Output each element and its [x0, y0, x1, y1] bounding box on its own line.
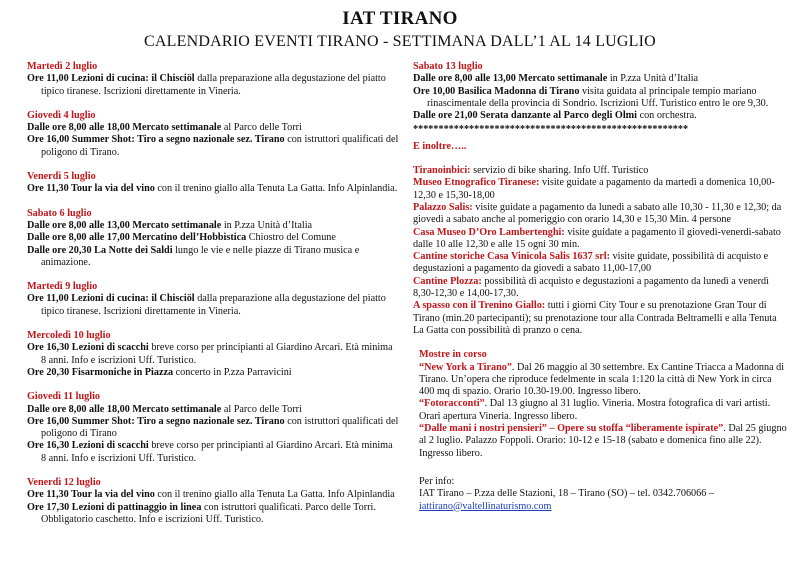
day-block: [27, 171, 399, 196]
event-item: [27, 293, 399, 318]
info-list: [413, 165, 788, 337]
info-item: [413, 165, 788, 177]
event-item: [27, 220, 399, 232]
event-title: Dalle ore 8,00 alle 18,00 Mercato settimanale: [27, 122, 222, 134]
info-item-description: servizio di bike sharing. Info Uff. Turistico: [470, 165, 649, 177]
day-block: [27, 110, 399, 159]
day-heading: Sabato 13 luglio: [413, 61, 483, 72]
event-description: con istruttori qualificati del poligono di Tirano.: [41, 134, 399, 158]
info-item-description: visite guidate a pagamento il giovedì-venerdì-sabato dalle 10 alle 12,30 e alle 15 ogni 30 min.: [413, 226, 781, 250]
event-title: Dalle ore 20,30 La Notte dei Saldi: [27, 244, 173, 256]
info-item-title: Palazzo Salis:: [413, 201, 473, 213]
day-heading: Giovedì 4 luglio: [27, 109, 96, 121]
exhibition-description: . Dal 26 maggio al 30 settembre. Ex Cantine Triacca a Madonna di Tirano. Un’opera che riproduce fedelmente in scala 1:120 la città di New York in circa 400 mq di spazio. Orario 10.30-19.00. Ingresso libero.: [419, 361, 785, 398]
inoltre-heading: E inoltre…..: [413, 140, 467, 152]
event-item: [27, 342, 399, 367]
event-description: con orchestra.: [637, 110, 697, 122]
day-heading: Giovedì 11 luglio: [27, 391, 101, 403]
event-description: visita guidata al principale tempio mariano rinascimentale della provincia di Sondrio. Iscrizioni Uff. Turistico entro le ore 9,30.: [427, 85, 769, 109]
day-heading: Venerdì 5 luglio: [27, 171, 96, 183]
info-item: [413, 251, 788, 276]
event-description: al Parco delle Torri: [221, 122, 302, 134]
contact-label: Per info:: [419, 475, 455, 487]
event-title: Ore 16,30 Lezioni di scacchi: [27, 342, 149, 354]
event-item: [413, 73, 788, 85]
event-item: [27, 134, 399, 159]
event-description: con il trenino giallo alla Tenuta La Gatta. Info Alpinlandia: [154, 489, 395, 501]
info-item-title: Cantine Plozza:: [413, 275, 482, 287]
event-description: in P.zza Unità d’Italia: [607, 73, 699, 85]
event-title: Ore 20,30 Fisarmoniche in Piazza: [27, 366, 174, 378]
exhibition-item: [419, 362, 788, 399]
day-block: [27, 330, 399, 379]
info-item: [413, 227, 788, 252]
document-subtitle: CALENDARIO EVENTI TIRANO - SETTIMANA DALL’1 AL 14 LUGLIO: [144, 33, 656, 50]
event-item: [27, 245, 399, 270]
info-item-description: visite guidate a pagamento da martedì a domenica 10,00-12,30 e 15,30-18,00: [413, 177, 775, 201]
event-title: Dalle ore 21,00 Serata danzante al Parco degli Olmi: [413, 110, 638, 122]
info-item-description: tutti i giorni City Tour e su prenotazione Gran Tour di Tirano (min.20 partecipanti); su prenotazione tour alla Contrada Beltramelli e alla Tenuta La Gatta con possibilità di pranzo o cena.: [413, 300, 777, 336]
event-item: [27, 404, 399, 416]
exhibition-description: . Dal 25 giugno al 2 luglio. Palazzo Foppoli. Orario: 10-12 e 15-18 (sabato e domenica fino alle 22). Ingresso libero.: [419, 423, 787, 459]
event-title: Ore 11,30 Tour la via del vino: [27, 489, 155, 501]
event-item: [27, 502, 399, 527]
day-heading: Venerdì 12 luglio: [27, 477, 101, 489]
exhibition-item: [419, 423, 788, 460]
event-description: in P.zza Unità d’Italia: [221, 219, 313, 231]
event-item: [27, 489, 399, 501]
event-title: Ore 17,30 Lezioni di pattinaggio in linea: [27, 501, 202, 513]
info-item: [413, 177, 788, 202]
info-item-description: visite guidate a pagamento da lunedì a sabato alle 10,30 - 11,30 e 12,30; da giovedì a sabato anche al pomeriggio con orario 14,30 e 15,30 Min. 4 persone: [413, 201, 782, 226]
exhibition-description: . Dal 13 giugno al 31 luglio. Vineria. Mostra fotografica di vari artisti. Orari apertura Vineria. Ingresso libero.: [419, 398, 771, 422]
event-item: [27, 232, 399, 244]
event-title: Dalle ore 8,00 alle 13,00 Mercato settimanale: [413, 73, 608, 85]
left-column-events: [27, 61, 399, 538]
info-item-description: visite guidate, possibilità di acquisto e degustazioni a pagamento da giovedì a sabato 11,00-17,00: [413, 251, 769, 275]
exhibition-title: “Fotoracconti”: [419, 398, 485, 410]
event-title: Ore 11,00 Lezioni di cucina: il Chisciöl: [27, 73, 195, 85]
day-heading: Martedì 9 luglio: [27, 281, 98, 293]
event-item: [27, 73, 399, 98]
event-description: breve corso per principianti al Giardino Arcari. Età minima 8 anni. Info e iscrizioni Uff. Turistico.: [41, 440, 393, 464]
mostre-heading: Mostre in corso: [419, 349, 487, 361]
event-description: Chiostro del Comune: [246, 232, 336, 244]
contact-info: [413, 476, 788, 513]
info-item-title: Cantine storiche Casa Vinicola Salis 1637 srl:: [413, 251, 610, 263]
event-title: Dalle ore 8,00 alle 13,00 Mercato settimanale: [27, 219, 222, 231]
event-item: [27, 367, 399, 379]
event-description: breve corso per principianti al Giardino Arcari. Età minima 8 anni. Info e iscrizioni Uff. Turistico.: [41, 342, 393, 366]
day-block: [27, 208, 399, 269]
event-item: [27, 183, 399, 195]
info-item: [413, 300, 788, 337]
event-title: Dalle ore 8,00 alle 17,00 Mercatino dell’Hobbistica: [27, 232, 247, 244]
info-item-title: A spasso con il Trenino Giallo:: [413, 300, 546, 312]
event-title: Ore 10,00 Basilica Madonna di Tirano: [413, 85, 580, 97]
right-column: [413, 61, 788, 513]
info-item-title: Tiranoinbici:: [413, 165, 471, 177]
event-item: [413, 110, 788, 122]
contact-email-link[interactable]: iattirano@valtellinaturismo.com: [419, 500, 552, 512]
event-title: Ore 16,00 Summer Shot: Tiro a segno nazionale sez. Tirano: [27, 134, 285, 146]
separator-stars: ******************************************************: [413, 124, 689, 136]
event-item: [27, 440, 399, 465]
event-title: Dalle ore 8,00 alle 18,00 Mercato settimanale: [27, 403, 222, 415]
event-description: con il trenino giallo alla Tenuta La Gatta. Info Alpinlandia.: [154, 183, 398, 195]
event-item: [27, 122, 399, 134]
event-title: Ore 11,30 Tour la via del vino: [27, 183, 155, 195]
day-block: [27, 477, 399, 526]
event-title: Ore 11,00 Lezioni di cucina: il Chisciöl: [27, 293, 195, 305]
day-block: [27, 281, 399, 318]
day-heading: Sabato 6 luglio: [27, 207, 92, 219]
event-description: concerto in P.zza Parravicini: [173, 366, 292, 378]
info-item: [413, 276, 788, 301]
contact-address: IAT Tirano – P.zza delle Stazioni, 18 – Tirano (SO) – tel. 0342.706066 –: [419, 488, 714, 500]
event-description: al Parco delle Torri: [221, 403, 302, 415]
exhibition-title: “Dalle mani i nostri pensieri” – Opere su stoffa “liberamente ispirate”: [419, 423, 724, 435]
event-title: Ore 16,00 Summer Shot: Tiro a segno nazionale sez. Tirano: [27, 415, 285, 427]
event-item: [27, 416, 399, 441]
event-description: lungo le vie e nelle piazze di Tirano musica e animazione.: [41, 244, 360, 268]
event-description: con istruttori qualificati del poligono di Tirano: [41, 415, 399, 440]
day-block: [413, 61, 788, 122]
day-block: [27, 61, 399, 98]
day-block: [27, 391, 399, 465]
event-title: Ore 16,30 Lezioni di scacchi: [27, 440, 149, 452]
info-item-title: Casa Museo D’Oro Lambertenghi:: [413, 226, 565, 238]
mostre-list: [419, 362, 788, 460]
event-item: [413, 86, 788, 111]
day-heading: Martedì 2 luglio: [27, 61, 98, 72]
document-title: IAT TIRANO: [342, 8, 458, 29]
info-item-description: possibilità di acquisto e degustazioni a pagamento da lunedì a venerdì 8,30-12,30 e 14,00-17,30.: [413, 275, 769, 300]
info-item-title: Museo Etnografico Tiranese:: [413, 177, 540, 189]
exhibition-title: “New York a Tirano”: [419, 361, 512, 373]
exhibition-item: [419, 398, 788, 423]
event-description: dalla preparazione alla degustazione del piatto tipico tiranese. Iscrizioni direttamente in Vineria.: [41, 293, 386, 317]
mostre-section: [413, 349, 788, 460]
event-description: dalla preparazione alla degustazione del piatto tipico tiranese. Iscrizioni direttamente in Vineria.: [41, 73, 386, 97]
event-description: con istruttori qualificati. Parco delle Torri. Obbligatorio caschetto. Info e iscrizioni Uff. Turistico.: [41, 501, 376, 525]
info-item: [413, 202, 788, 227]
day-heading: Mercoledì 10 luglio: [27, 330, 111, 342]
